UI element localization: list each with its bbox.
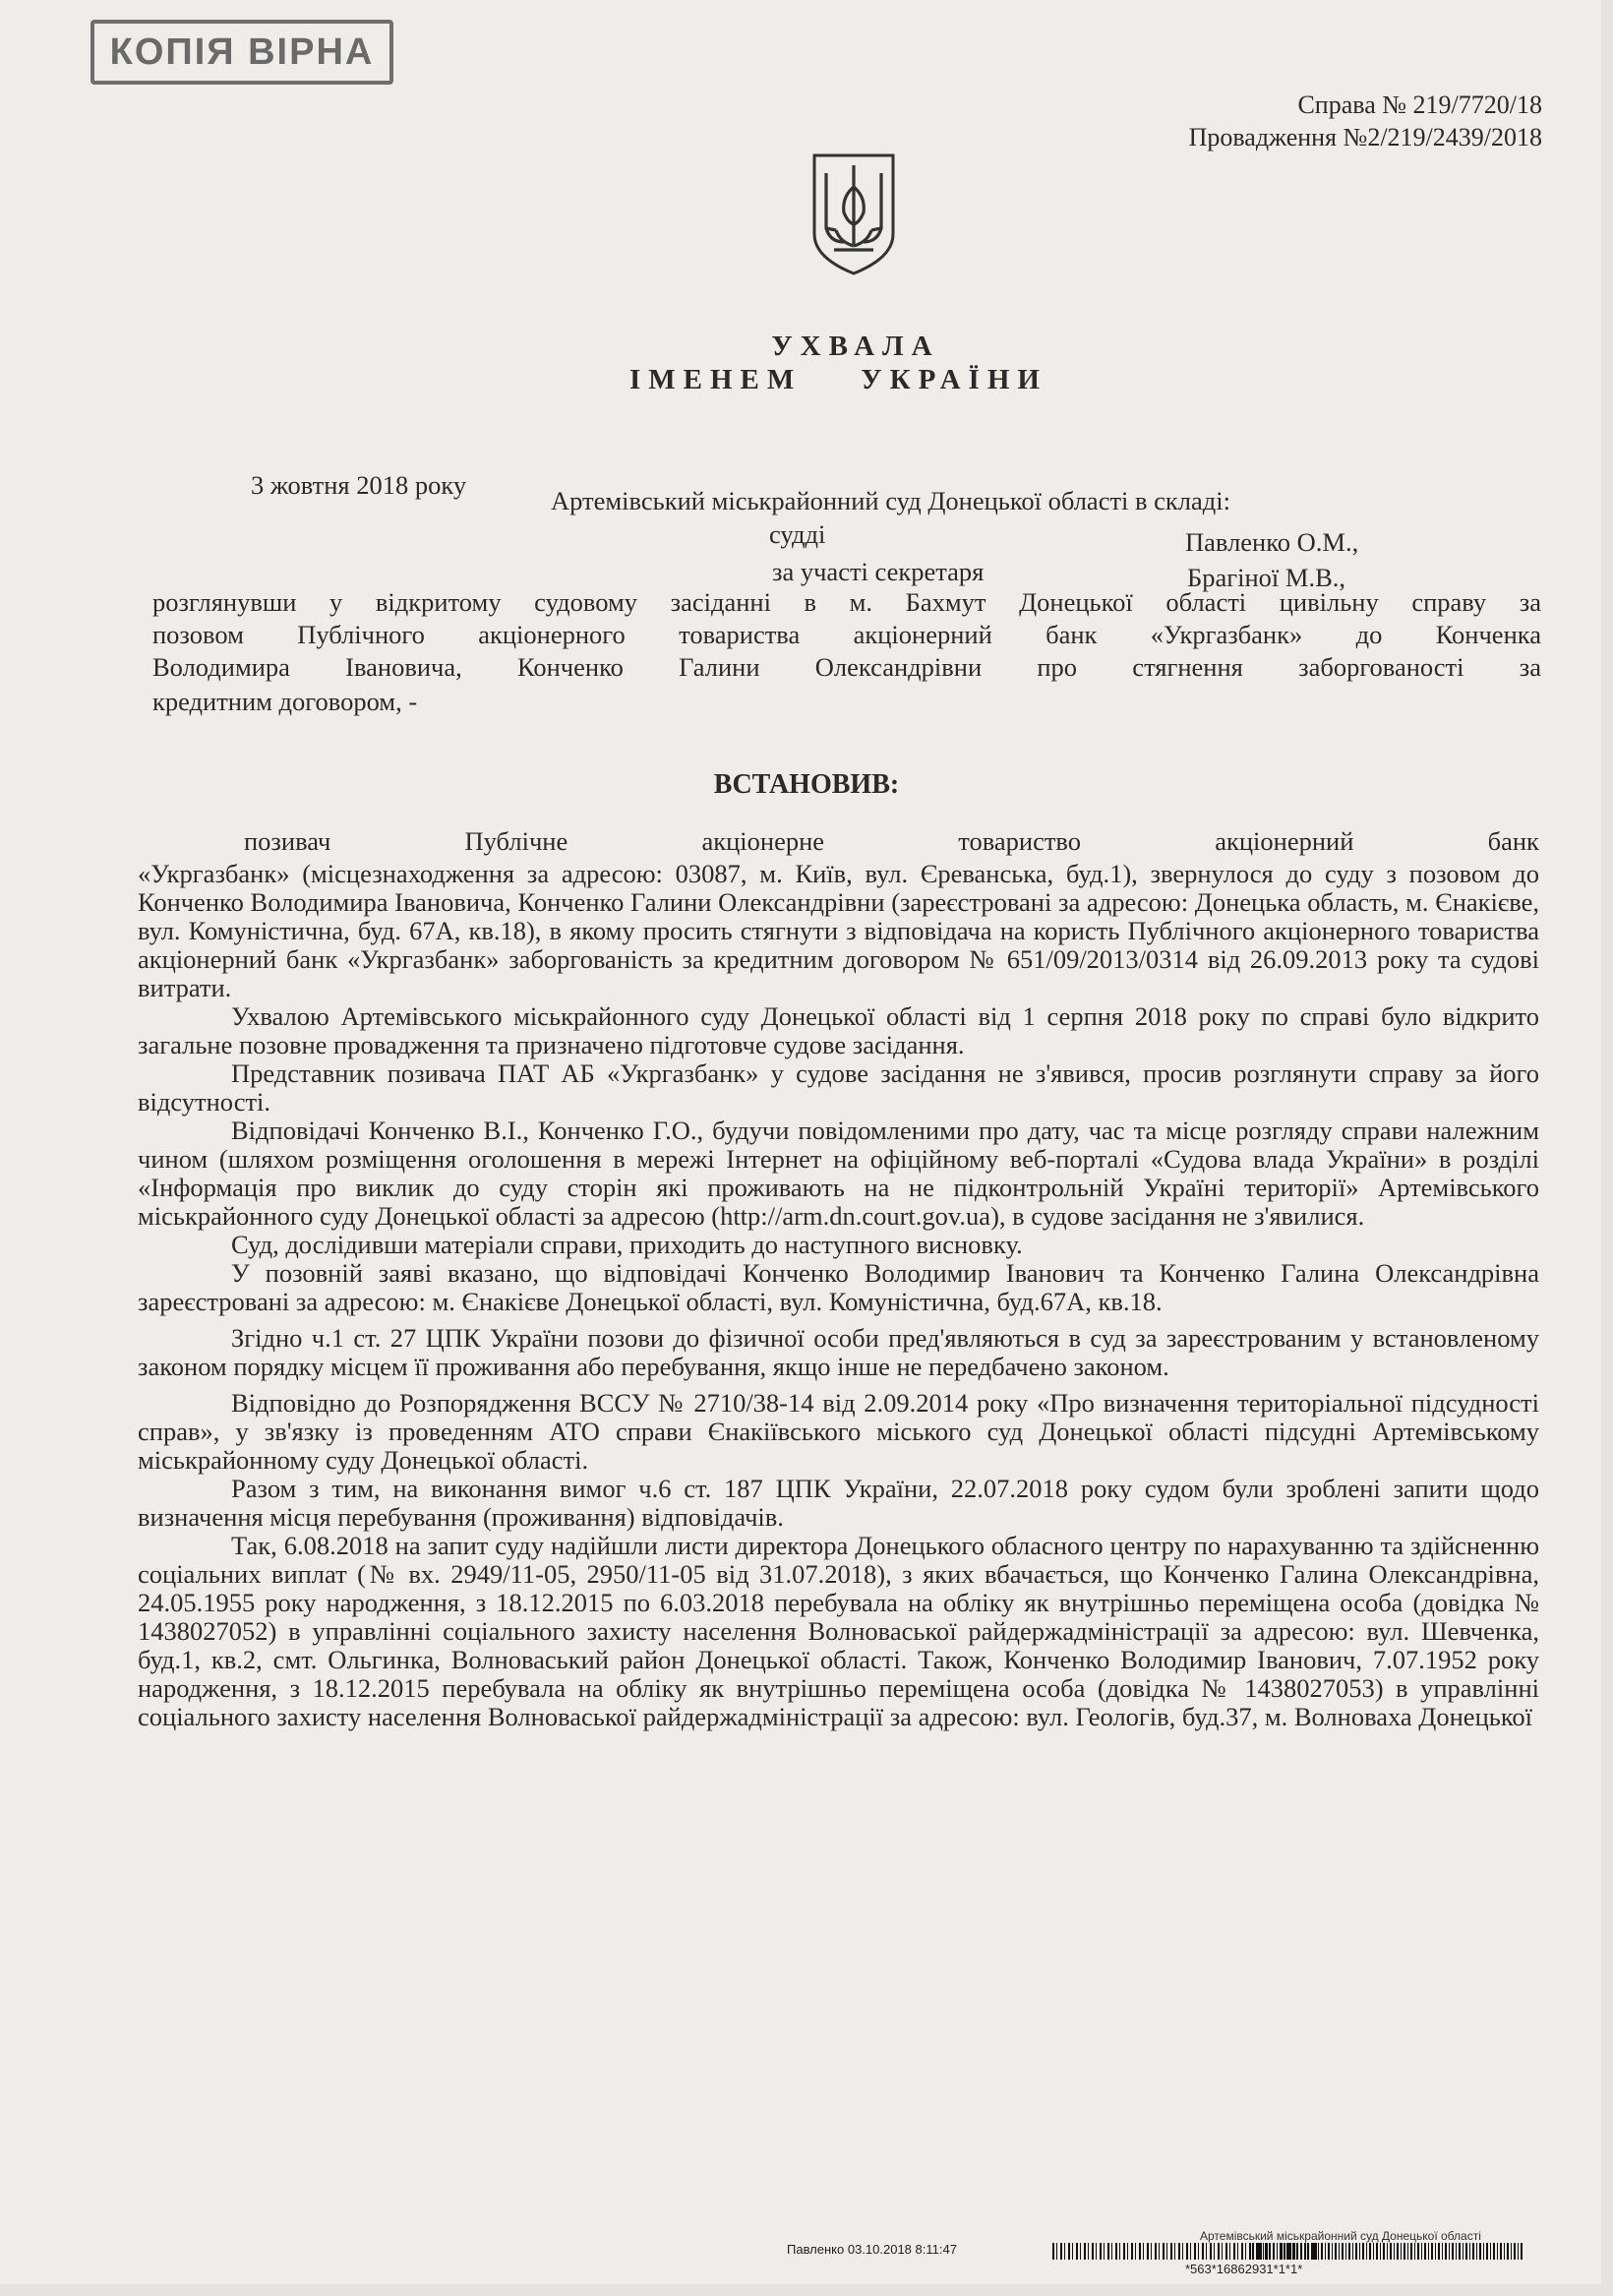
body-paragraph: У позовній заяві вказано, що відповідачі Конченко Володимир Іванович та Конченко Галина Олександрівна зареєстровані за адресою: м. Єнакієве Донецької області, вул. Комуністична, буд.67А, кв.18. bbox=[138, 1258, 1539, 1316]
intro-line-1: розглянувши у відкритому судовому засіданні в м. Бахмут Донецької області цивільну справу за bbox=[152, 587, 1541, 617]
lead-word: банк bbox=[1487, 826, 1539, 856]
body-paragraph: Так, 6.08.2018 на запит суду надійшли листи директора Донецького обласного центру по нарахуванню та здійсненню соціальних виплат (№ вх. 2949/11-05, 2950/11-05 від 31.07.2018), з яких вбачається, що Конченко Галина Олександрівна, 24.05.1955 року народження, з 18.12.2015 по 6.03.2018 перебувала на обліку як внутрішньо переміщена особа (довідка № 1438027052) в управлінні соціального захисту населення Волноваської райдержадміністрації за адресою: вул. Шевченка, буд.1, кв.2, смт. Ольгинка, Волноваський район Донецької області. Також, Конченко Володимир Іванович, 7.07.1952 року народження, з 18.12.2015 перебувала на обліку як внутрішньо переміщена особа (довідка № 1438027053) в управлінні соціального захисту населення Волноваської райдержадміністрації за адресою: вул. Геологів, буд.37, м. Волноваха Донецької bbox=[138, 1531, 1539, 1731]
body-paragraph: Разом з тим, на виконання вимог ч.6 ст. 187 ЦПК України, 22.07.2018 року судом були зроблені запити щодо визначення місця перебування (проживання) відповідачів. bbox=[138, 1474, 1539, 1532]
first-paragraph-lead bbox=[244, 826, 1539, 857]
case-number: Справа № 219/7720/18 bbox=[1297, 91, 1542, 119]
document-code: *563*16862931*1*1* bbox=[1185, 2262, 1303, 2276]
body-paragraph: Представник позивача ПАТ АБ «Укргазбанк» у судове засідання не з'явився, просив розглянути справу за його відсутності. bbox=[138, 1058, 1539, 1117]
body-paragraph: «Укргазбанк» (місцезнаходження за адресою: 03087, м. Київ, вул. Єреванська, буд.1), звернулося до суду з позовом до Конченко Володимира Івановича, Конченко Галини Олександрівни (зареєстровані за адресою: Донецька область, м. Єнакієве, вул. Комуністична, буд. 67А, кв.18), в якому просить стягнути з відповідача на користь Публічного акціонерного товариства акціонерний банк «Укргазбанк» заборгованість за кредитним договором № 651/09/2013/0314 від 26.09.2013 року та судові витрати. bbox=[138, 859, 1539, 1002]
body-paragraph: Суд, дослідивши матеріали справи, приходить до наступного висновку. bbox=[231, 1230, 1023, 1259]
barcode bbox=[1249, 2243, 1524, 2260]
in-the-name-of-ukraine bbox=[629, 364, 1047, 396]
secretary-name: Брагіної М.В., bbox=[1187, 563, 1345, 592]
body-paragraph: Згідно ч.1 ст. 27 ЦПК України позови до фізичної особи пред'являються в суд за зареєстрованим у встановленому законом порядку місцем її проживання або перебування, якщо інше не передбачено законом. bbox=[138, 1323, 1539, 1381]
lead-word: акціонерне bbox=[701, 826, 825, 856]
court-composition: Артемівський міськрайонний суд Донецької області в складі: bbox=[551, 486, 1230, 515]
ruling-date: 3 жовтня 2018 року bbox=[251, 470, 467, 500]
intro-line-4: кредитним договором, - bbox=[152, 687, 418, 716]
title-word-2: УКРАЇНИ bbox=[861, 364, 1047, 395]
body-paragraph: Відповідно до Розпорядження ВССУ № 2710/38-14 від 2.09.2014 року «Про визначення територіальної підсудності справ», у зв'язку із проведенням АТО справи Єнакіївського міського суд Донецької області підсудні Артемівському міськрайонному суду Донецької області. bbox=[138, 1388, 1539, 1475]
intro-line-3: Володимира Івановича, Конченко Галини Олександрівни про стягнення заборгованості за bbox=[152, 652, 1541, 682]
ruling-title: УХВАЛА bbox=[771, 331, 940, 362]
court-stamp: Артемівський міськрайонний суд Донецької області bbox=[1200, 2229, 1481, 2243]
lead-word: товариство bbox=[958, 826, 1082, 856]
judge-label: судді bbox=[769, 519, 826, 549]
judge-name: Павленко О.М., bbox=[1185, 527, 1359, 557]
lead-word: Публічне bbox=[464, 826, 568, 856]
body-paragraph: Відповідачі Конченко В.І., Конченко Г.О., будучи повідомленими про дату, час та місце розгляду справи належним чином (шляхом розміщення оголошення в мережі Інтернет на офіційному веб-порталі «Судова влада України» в розділі «Інформація про виклик до суду сторін які проживають на не підконтрольній Україні території» Артемівського міськрайонного суду Донецької області за адресою (http://arm.dn.court.gov.ua), в судове засідання не з'явилися. bbox=[138, 1116, 1539, 1231]
secretary-label: за участі секретаря bbox=[772, 557, 985, 586]
body-paragraph: Ухвалою Артемівського міськрайонного суду Донецької області від 1 серпня 2018 року по справі було відкрито загальне позовне провадження та призначено підготовче судове засідання. bbox=[138, 1001, 1539, 1059]
case-reference bbox=[1189, 89, 1542, 153]
copy-certified-stamp: КОПІЯ ВІРНА bbox=[90, 20, 393, 85]
proceeding-number: Провадження №2/219/2439/2018 bbox=[1188, 123, 1542, 151]
electronic-signature-footer bbox=[787, 2229, 1534, 2279]
section-heading: ВСТАНОВИВ: bbox=[713, 769, 900, 800]
trident-emblem-icon bbox=[805, 148, 903, 277]
lead-word: позивач bbox=[244, 826, 331, 856]
lead-word: акціонерний bbox=[1215, 826, 1354, 856]
signature-info: Павленко 03.10.2018 8:11:47 bbox=[787, 2242, 957, 2257]
ruling-body bbox=[138, 860, 1539, 1731]
intro-line-2: позовом Публічного акціонерного товариства акціонерний банк «Укргазбанк» до Конченка bbox=[152, 620, 1541, 649]
title-word-1: ІМЕНЕМ bbox=[629, 364, 803, 395]
